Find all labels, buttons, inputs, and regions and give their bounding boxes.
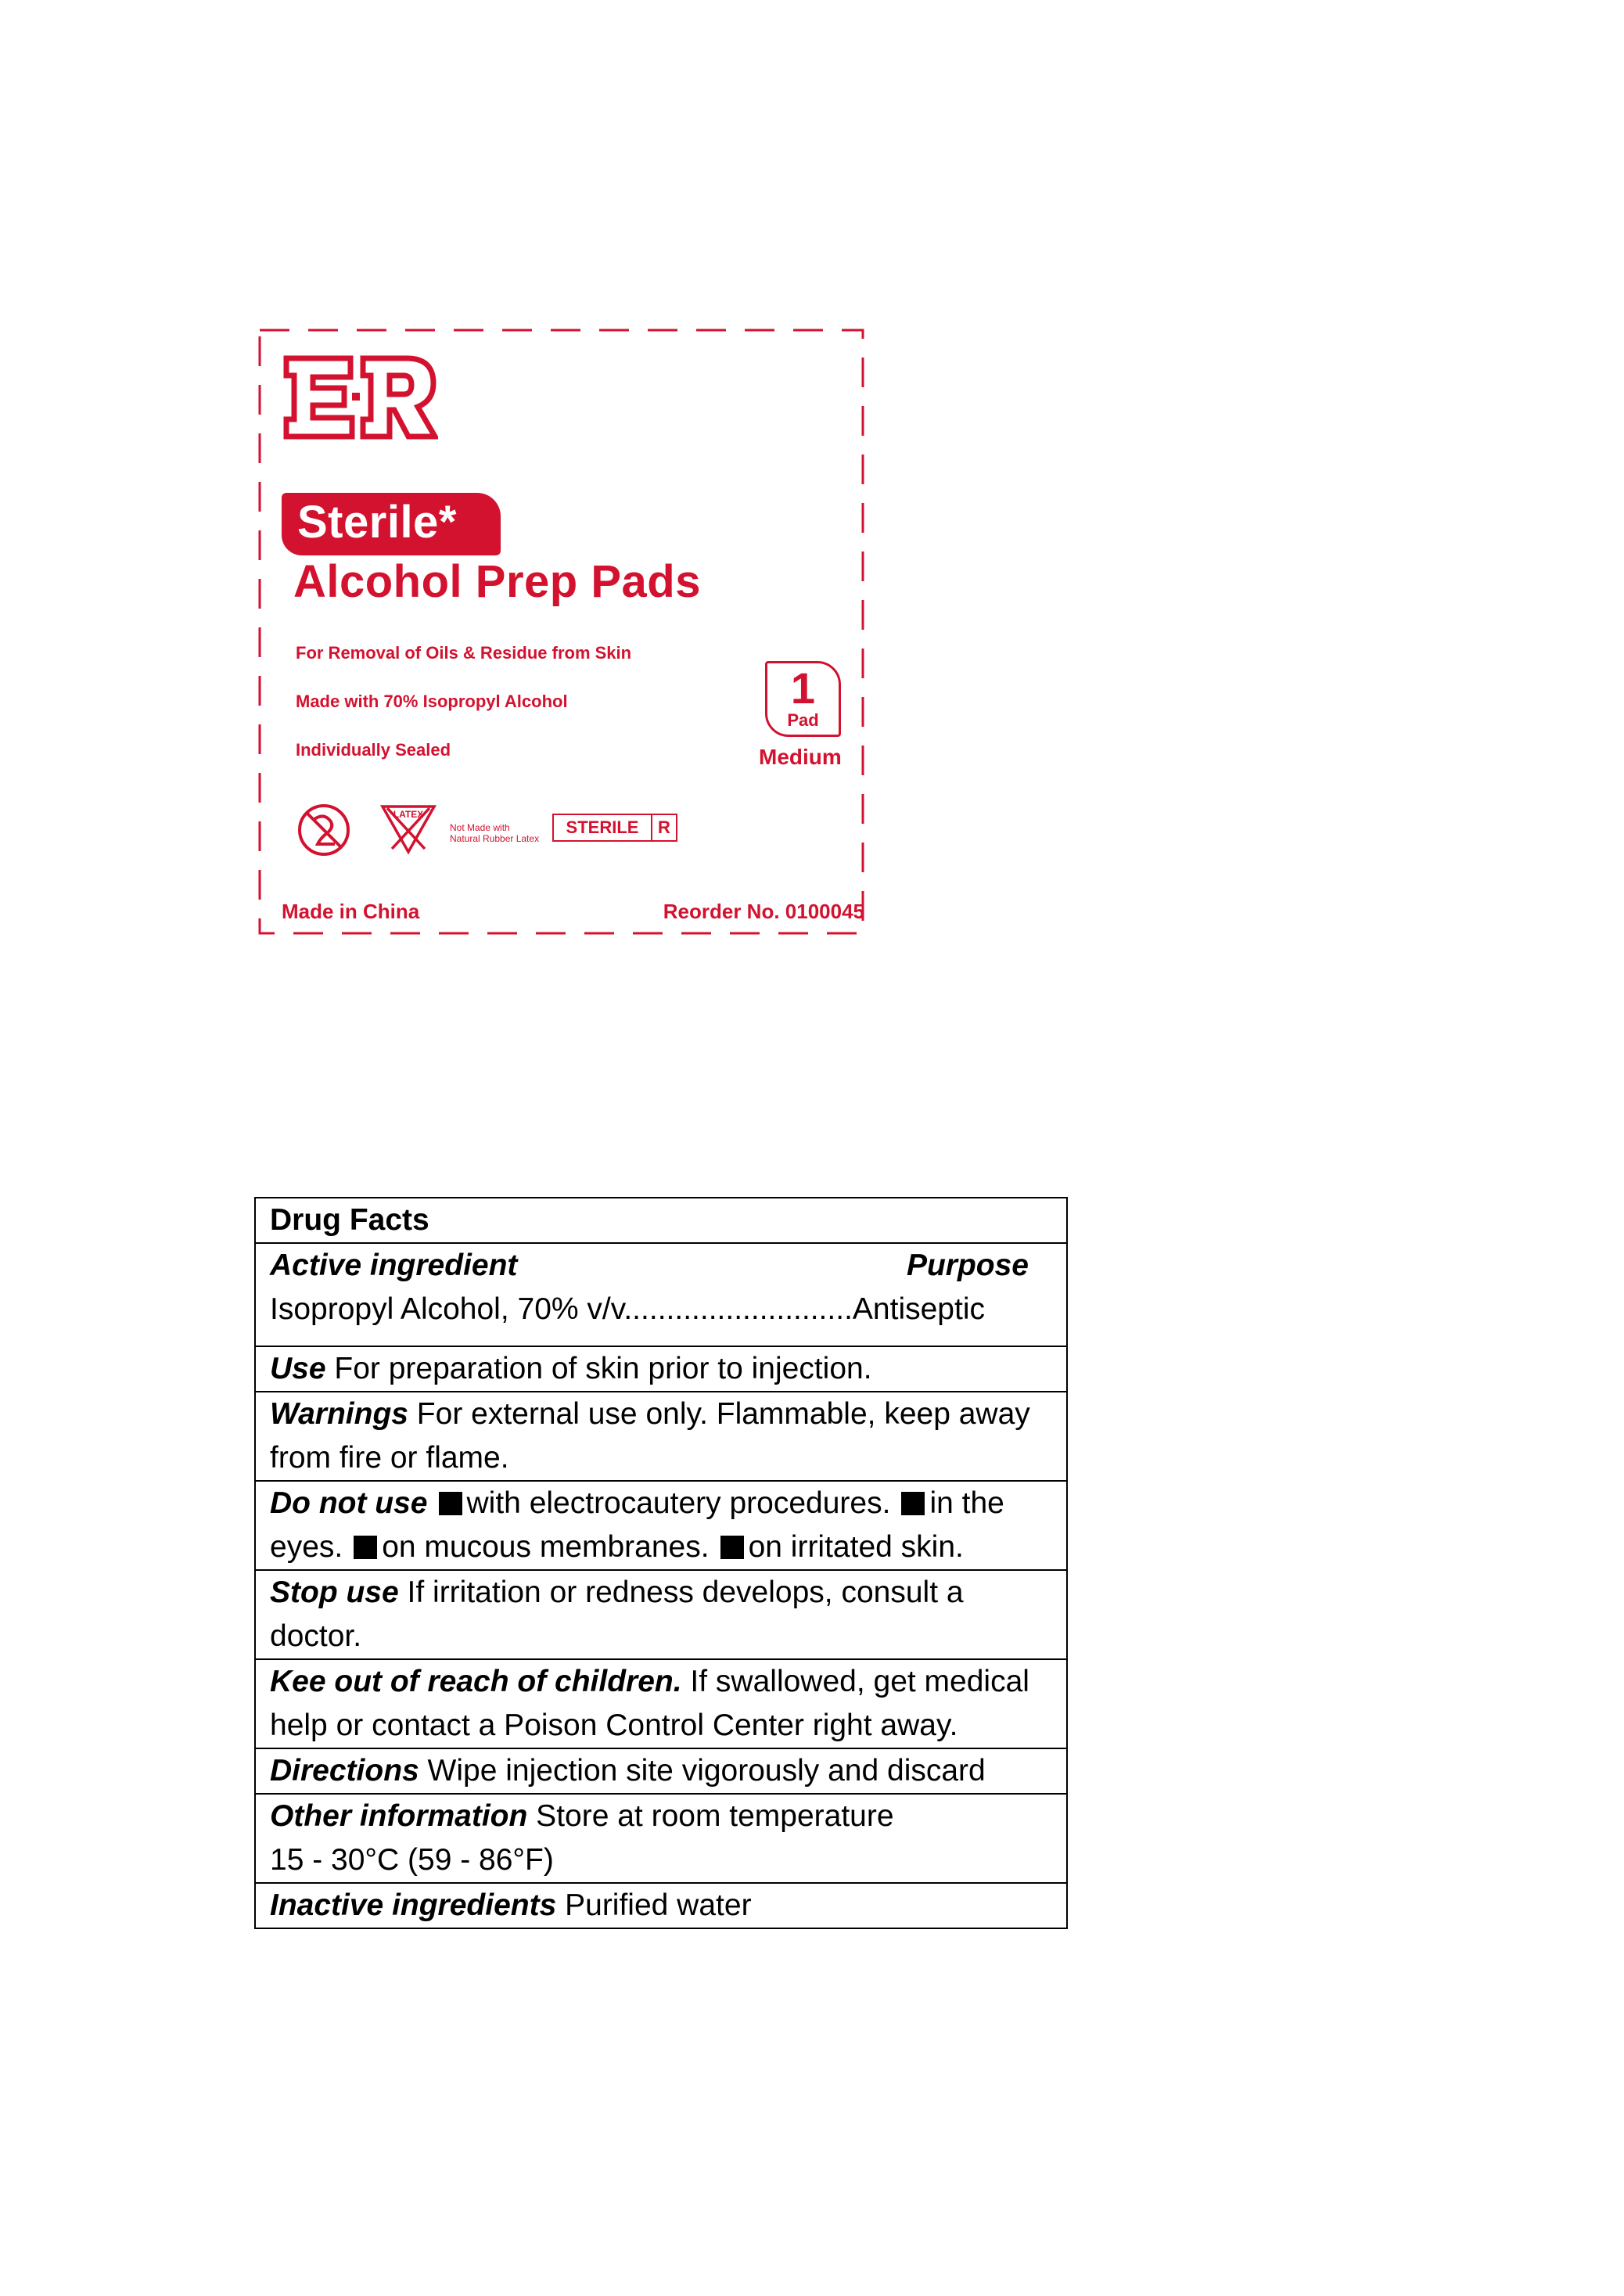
- do-not-use-item-3: on mucous membranes.: [382, 1530, 710, 1564]
- keep-out-heading: Kee out of reach of children.: [270, 1665, 682, 1698]
- active-ingredient-heading: Active ingredient: [270, 1249, 518, 1282]
- sterile-tab-text: Sterile*: [297, 497, 457, 548]
- latex-note: [450, 822, 539, 844]
- directions-section: [256, 1748, 1066, 1793]
- do-not-use-item-4: on irritated skin.: [748, 1530, 964, 1564]
- do-not-use-heading: Do not use: [270, 1486, 428, 1520]
- made-in: Made in China: [282, 900, 420, 923]
- pad-size: Medium: [759, 745, 842, 769]
- purpose-heading: Purpose: [906, 1249, 1029, 1282]
- inactive-text: Purified water: [556, 1888, 752, 1922]
- drug-facts-table: [254, 1197, 1068, 1929]
- bullet-square-icon: [354, 1536, 377, 1559]
- bullet-square-icon: [720, 1536, 744, 1559]
- feature-line-1: For Removal of Oils & Residue from Skin: [296, 643, 632, 663]
- directions-heading: Directions: [270, 1754, 419, 1788]
- latex-free-icon: [379, 802, 437, 857]
- do-not-reuse-icon: [296, 802, 352, 858]
- reorder-number: Reorder No. 0100045: [663, 900, 864, 923]
- other-info-heading: Other information: [270, 1799, 528, 1833]
- active-ingredient-section: [256, 1242, 1066, 1346]
- sterile-mark: STERILE: [554, 815, 652, 840]
- stop-use-heading: Stop use: [270, 1576, 399, 1609]
- use-heading: Use: [270, 1352, 326, 1385]
- storage-temperature: 15 - 30°C (59 - 86°F): [270, 1843, 554, 1877]
- latex-symbol-text: LATEX: [393, 809, 424, 820]
- bullet-square-icon: [439, 1492, 462, 1515]
- do-not-use-section: [256, 1480, 1066, 1569]
- pad-count-unit: Pad: [787, 710, 819, 730]
- stop-use-section: [256, 1569, 1066, 1658]
- latex-note-line-2: Natural Rubber Latex: [450, 833, 540, 844]
- inactive-ingredients-section: [256, 1882, 1066, 1928]
- do-not-use-item-1: with electrocautery procedures.: [466, 1486, 891, 1520]
- pad-count: 1: [790, 663, 816, 713]
- brand-logo: [282, 352, 438, 442]
- pad-count-badge: [765, 661, 841, 737]
- other-information-section: [256, 1793, 1066, 1882]
- use-section: [256, 1346, 1066, 1391]
- drug-facts-heading: Drug Facts: [270, 1203, 429, 1237]
- sterile-tab: [282, 493, 501, 555]
- warnings-text: For external use only. Flammable, keep away from fire or flame.: [270, 1397, 1030, 1475]
- other-info-text: Store at room temperature: [527, 1799, 894, 1833]
- feature-line-3: Individually Sealed: [296, 740, 451, 760]
- active-ingredient-line: Isopropyl Alcohol, 70% v/v...........................Antiseptic: [270, 1292, 985, 1326]
- warnings-section: [256, 1391, 1066, 1480]
- directions-text: Wipe injection site vigorously and discard: [419, 1754, 986, 1788]
- keep-out-text: If swallowed, get medical help or contact a Poison Control Center right away.: [270, 1665, 1029, 1742]
- inactive-heading: Inactive ingredients: [270, 1888, 557, 1922]
- bullet-square-icon: [901, 1492, 925, 1515]
- feature-line-2: Made with 70% Isopropyl Alcohol: [296, 692, 568, 711]
- keep-out-of-reach-section: [256, 1658, 1066, 1748]
- package-label: [258, 329, 864, 935]
- stop-use-text: If irritation or redness develops, consult a doctor.: [270, 1576, 964, 1653]
- product-title: Alcohol Prep Pads: [293, 556, 701, 607]
- use-text: For preparation of skin prior to injection.: [325, 1352, 872, 1385]
- do-not-use-item-2: in the eyes.: [270, 1486, 1004, 1564]
- sterile-method: R: [658, 817, 670, 837]
- sterile-method-symbol: [552, 814, 677, 842]
- latex-note-line-1: Not Made with: [450, 822, 510, 833]
- warnings-heading: Warnings: [270, 1397, 408, 1431]
